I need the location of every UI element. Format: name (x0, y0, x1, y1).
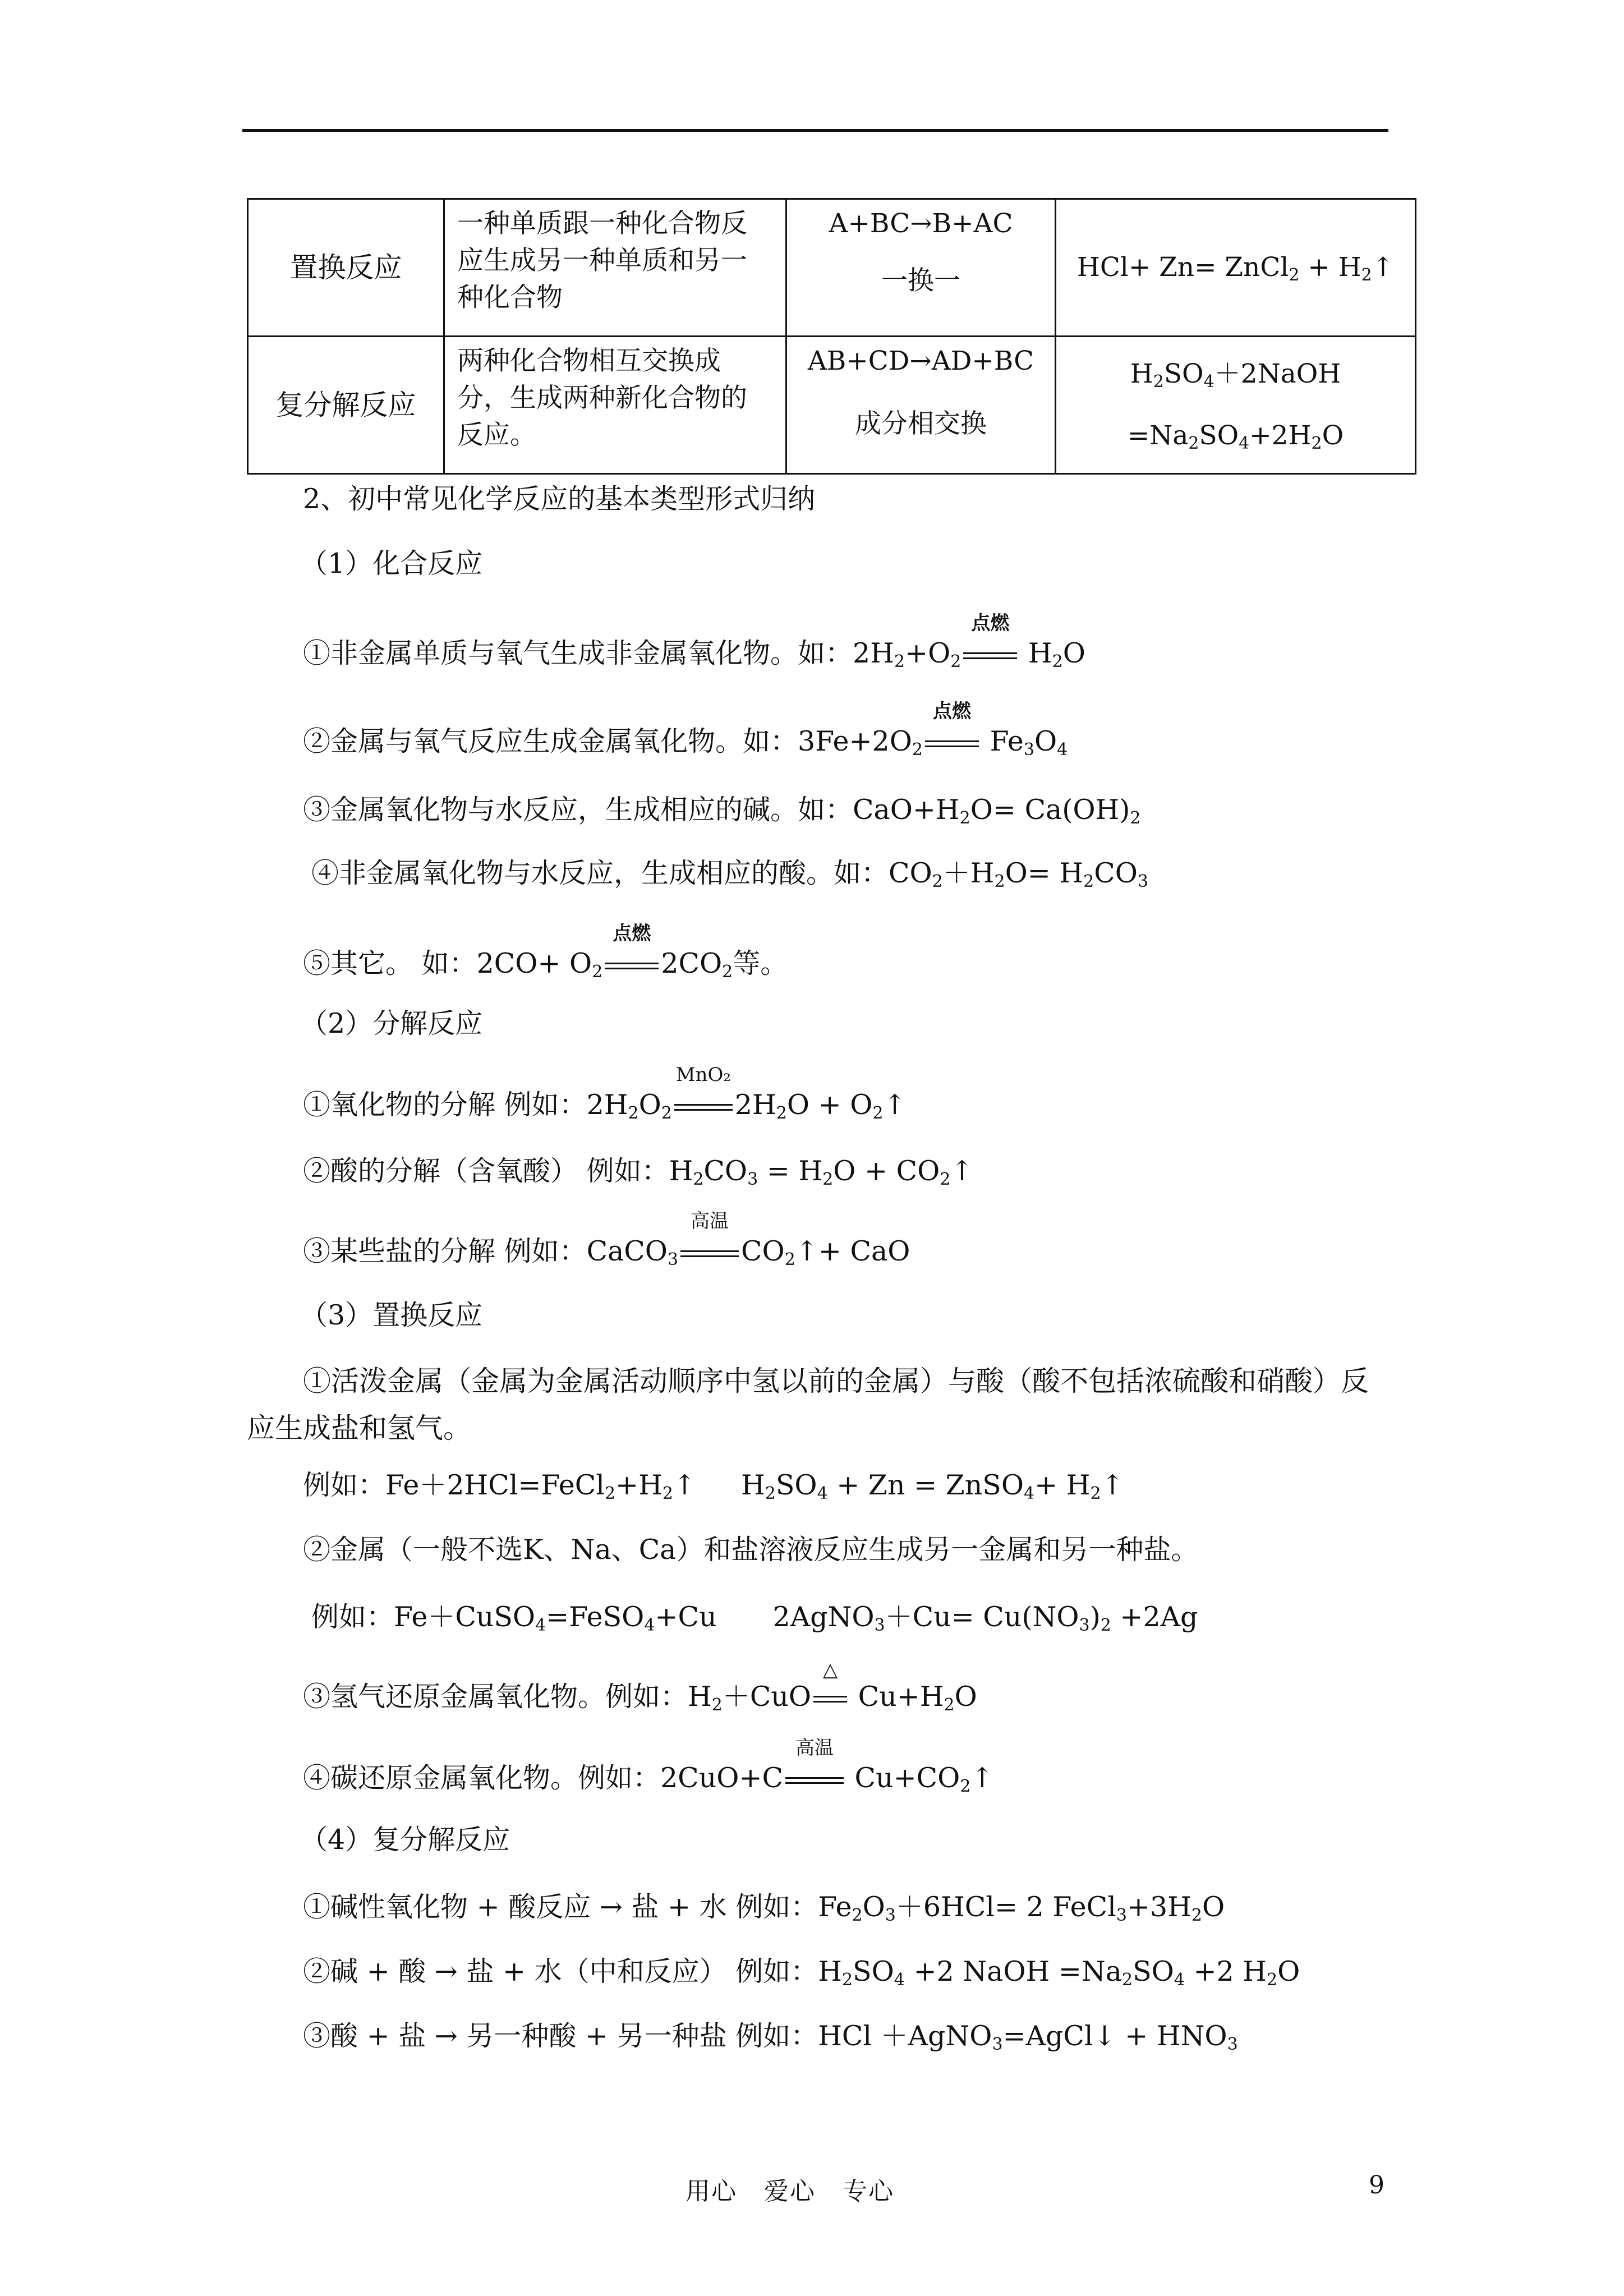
section-title: 2、初中常见化学反应的基本类型形式归纳 (303, 483, 816, 515)
displacement-1-example: 例如：$Fe+2HCl=FeCl_2+H_2↑$ $H_2SO_4 + Zn$ = ZnSO$_4$+ $H_2↑$ (303, 1469, 1124, 1503)
reaction-arrow: 高温 (680, 1235, 739, 1268)
table-row (248, 337, 1416, 474)
footer-motto-2: 爱心 (764, 2177, 816, 2206)
decomposition-2: ②酸的分解（含氧酸） 例如：$H_2CO_3 = H_2O$ + $CO_2↑$ (303, 1155, 974, 1189)
double-displacement-2: ②碱 + 酸 → 盐 + 水（中和反应） 例如：$H_2SO_4 +2$ NaOH $=Na_2SO_4 +2$ $H_2O$ (303, 1955, 1300, 1990)
double-displacement-3: ③酸 + 盐 → 另一种酸 + 另一种盐 例如：HCl ＋AgNO$_3$=AgCl↓ + $HNO_3$ (303, 2020, 1238, 2054)
header-rule (242, 129, 1388, 132)
decomposition-3: ③某些盐的分解 例如：CaCO$_3$ 高温 $CO_2↑+$ CaO (303, 1210, 910, 1269)
reaction-type-table (247, 198, 1416, 475)
table-row (248, 199, 1416, 337)
combination-3: ③金属氧化物与水反应，生成相应的碱。如：$CaO+H_2O= Ca(OH)_2$ (303, 794, 1141, 828)
heading-double-displacement: （4）复分解反应 (300, 1824, 510, 1856)
reaction-arrow: 点燃 (963, 637, 1017, 670)
reaction-definition: 一种单质跟一种化合物反应生成另一种单质和另一种化合物 (444, 199, 786, 337)
reaction-example: HCl+ Zn= ZnCl$_2$ + $H_2↑$ (1056, 199, 1416, 337)
heading-combination: （1）化合反应 (300, 547, 483, 579)
reaction-arrow: △ (813, 1680, 847, 1714)
page-number: 9 (1369, 2171, 1384, 2200)
displacement-2-example: 例如：Fe＋CuSO$_4$=FeSO$_4$+Cu 2AgNO$_3$＋Cu= $Cu(NO_3)_2 +2Ag$ (311, 1601, 1198, 1635)
reaction-definition: 两种化合物相互交换成分，生成两种新化合物的反应。 (444, 337, 786, 474)
combination-5: ⑤其它。 如：$2CO+ O_2$ 点燃 $2CO_2$等。 (303, 922, 788, 982)
reaction-arrow: MnO₂ (674, 1088, 733, 1122)
heading-displacement: （3）置换反应 (300, 1299, 483, 1331)
displacement-4: ④碳还原金属氧化物。例如：2CuO+C 高温 $Cu+CO_2↑$ (303, 1737, 994, 1796)
combination-2: ②金属与氧气反应生成金属氧化物。如：$3Fe+2O_2$ 点燃 $Fe_3O_4$ (303, 700, 1068, 760)
reaction-formula: AB+CD→AD+BC 成分相交换 (786, 337, 1056, 474)
footer-motto-3: 专心 (843, 2177, 894, 2206)
reaction-arrow: 点燃 (925, 725, 979, 758)
reaction-name: 置换反应 (248, 199, 444, 337)
footer-motto-1: 用心 (686, 2177, 737, 2206)
reaction-arrow: 点燃 (605, 947, 659, 981)
displacement-2: ②金属（一般不选K、Na、Ca）和盐溶液反应生成另一金属和另一种盐。 (303, 1534, 1199, 1566)
reaction-example: $H_2SO_4+2NaOH$ $=Na_2SO_4+2H_2O$ (1056, 337, 1416, 474)
combination-1: ①非金属单质与氧气生成非金属氧化物。如：$2H_2+O_2$ 点燃 $H_2O$ (303, 612, 1085, 671)
double-displacement-1: ①碱性氧化物 + 酸反应 → 盐 + 水 例如：$Fe_2O_3+6HCl= 2$ $FeCl_3+3H_2O$ (303, 1891, 1225, 1925)
reaction-arrow: 高温 (785, 1761, 844, 1795)
displacement-1: ①活泼金属（金属为金属活动顺序中氢以前的金属）与酸（酸不包括浓硫酸和硝酸）反应生成盐和氢气。 (247, 1365, 1369, 1444)
combination-4: ④非金属氧化物与水反应，生成相应的酸。如：$CO_2+H_2O= H_2CO_3$ (311, 857, 1148, 891)
reaction-name: 复分解反应 (248, 337, 444, 474)
displacement-3: ③氢气还原金属氧化物。例如：$H_2+CuO$ △ $Cu+H_2O$ (303, 1659, 977, 1715)
decomposition-1: ①氧化物的分解 例如：$2H_2O_2$ MnO₂ $2H_2O$ + $O_2↑$ (303, 1064, 907, 1123)
reaction-formula: A+BC→B+AC 一换一 (786, 199, 1056, 337)
heading-decomposition: （2）分解反应 (300, 1007, 483, 1039)
